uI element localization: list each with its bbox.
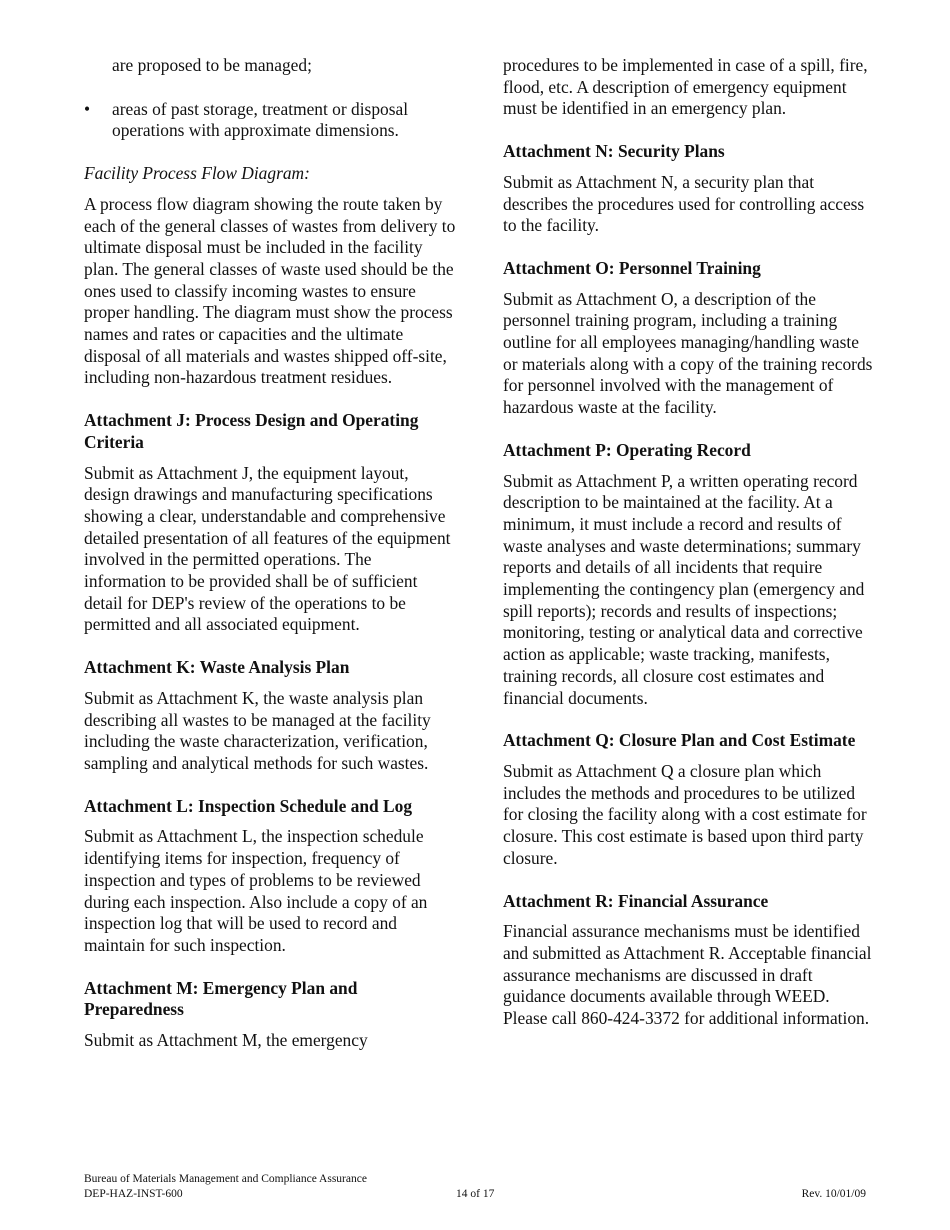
footer-doc-id: DEP-HAZ-INST-600 bbox=[84, 1188, 183, 1200]
attachment-m-heading: Attachment M: Emergency Plan and Preparedness bbox=[84, 977, 358, 1020]
list-item bbox=[84, 99, 456, 142]
attachment-l-heading: Attachment L: Inspection Schedule and Log bbox=[84, 795, 413, 816]
attachment-r-heading: Attachment R: Financial Assurance bbox=[503, 890, 769, 911]
intro-continuation: are proposed to be managed; bbox=[112, 55, 312, 75]
attachment-o-body: Submit as Attachment O, a description of the personnel training program, including a training outline for all employees managing/handling waste or materials along with a copy of the training records for personnel involved with the management of hazardous waste at the facility. bbox=[503, 288, 873, 418]
footer-bureau: Bureau of Materials Management and Compliance Assurance bbox=[84, 1173, 367, 1185]
attachment-r-body: Financial assurance mechanisms must be identified and submitted as Attachment R. Acceptable financial assurance mechanisms are discussed in draft guidance documents available through WEED. Please call 860-424-3372 for additional information. bbox=[503, 921, 872, 1029]
attachment-l-body: Submit as Attachment L, the inspection schedule identifying items for inspection, frequency of inspection and types of problems to be reviewed during each inspection. Also include a copy of an inspection log that will be used to record and maintain for such inspection. bbox=[84, 826, 428, 955]
attachment-j-heading: Attachment J: Process Design and Operating Criteria bbox=[84, 410, 419, 452]
emergency-plan-continuation: procedures to be implemented in case of a spill, fire, flood, etc. A description of emergency equipment must be identified in an emergency plan. bbox=[503, 55, 868, 119]
attachment-o-heading: Attachment O: Personnel Training bbox=[503, 257, 761, 278]
page-number: 14 of 17 bbox=[456, 1188, 495, 1200]
attachment-k-heading: Attachment K: Waste Analysis Plan bbox=[84, 657, 350, 678]
attachment-p-body: Submit as Attachment P, a written operating record description to be maintained at the facility. At a minimum, it must include a record and results of waste analyses and waste determinations; summary reports and details of all incidents that require implementing the contingency plan (emergency and spill reports); records and results of inspections; monitoring, testing or analytical data and corrective action as applicable; waste tracking, manifests, training records, all closure cost estimates and financial documents. bbox=[503, 470, 865, 708]
left-column bbox=[84, 55, 456, 1052]
attachment-q-body: Submit as Attachment Q a closure plan which includes the methods and procedures to be utilized for closing the facility along with a cost estimate for closure. This cost estimate is based upon third party closure. bbox=[503, 760, 867, 868]
footer-revision: Rev. 10/01/09 bbox=[801, 1188, 866, 1200]
flow-diagram-heading: Facility Process Flow Diagram: bbox=[84, 163, 310, 184]
bullet-text: areas of past storage, treatment or disposal operations with approximate dimensions. bbox=[112, 98, 409, 141]
page-footer bbox=[84, 1172, 866, 1202]
attachment-n-heading: Attachment N: Security Plans bbox=[503, 141, 725, 162]
flow-diagram-body: A process flow diagram showing the route taken by each of the general classes of wastes from delivery to ultimate disposal must be included in the facility plan. The general classes of waste used should be the ones used to classify incoming wastes to ensure proper handling. The diagram must show the process names and rates or capacities and the ultimate disposal of all materials and wastes shipped off-site, including non-hazardous treatment residues. bbox=[84, 193, 456, 388]
attachment-q-heading: Attachment Q: Closure Plan and Cost Estimate bbox=[503, 730, 856, 751]
right-column bbox=[503, 55, 873, 1030]
attachment-j-body: Submit as Attachment J, the equipment layout, design drawings and manufacturing specifications showing a clear, understandable and comprehensive detailed presentation of all features of the equipment involved in the permitted operations. The information to be provided shall be of sufficient detail for DEP's review of the operations to be permitted and all associated equipment. bbox=[84, 462, 451, 635]
bullet-icon: • bbox=[84, 98, 91, 119]
attachment-n-body: Submit as Attachment N, a security plan that describes the procedures used for controlling access to the facility. bbox=[503, 171, 865, 236]
attachment-p-heading: Attachment P: Operating Record bbox=[503, 439, 751, 460]
attachment-k-body: Submit as Attachment K, the waste analysis plan describing all wastes to be managed at the facility including the waste characterization, verification, sampling and analytical methods for such wastes. bbox=[84, 687, 431, 773]
attachment-m-body: Submit as Attachment M, the emergency bbox=[84, 1030, 368, 1051]
